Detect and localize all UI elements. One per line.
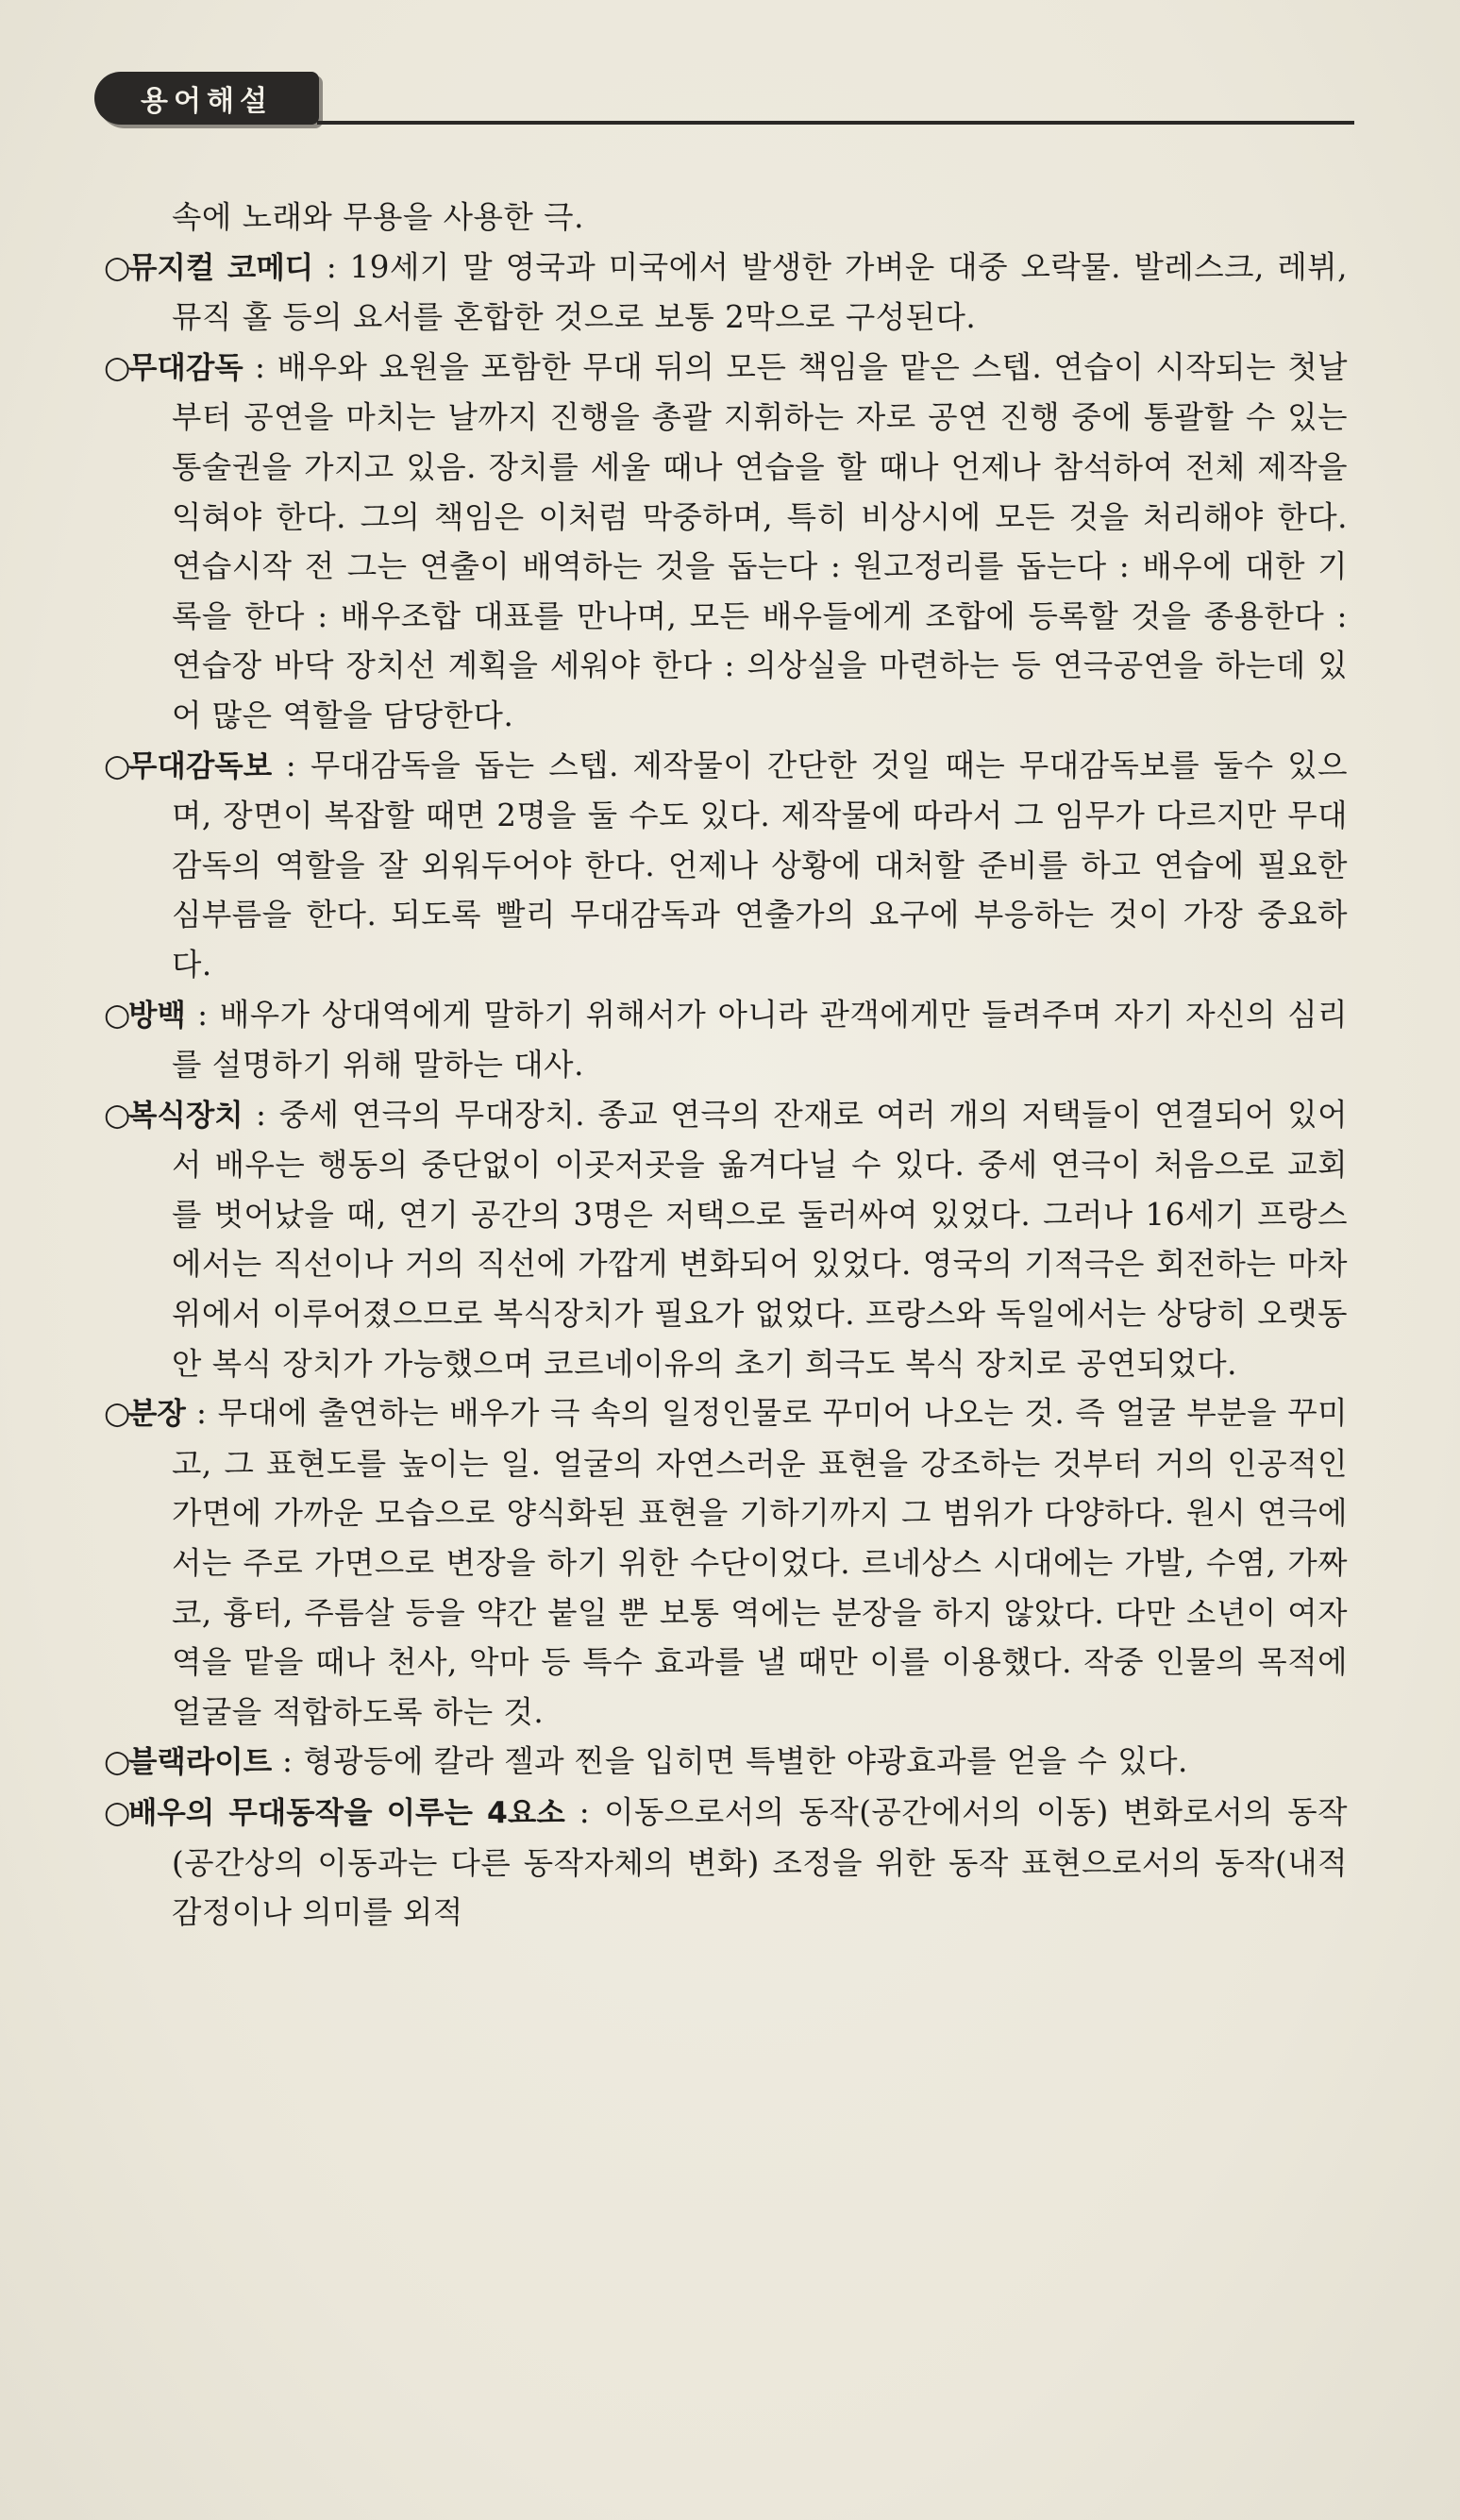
section-tab	[94, 72, 319, 125]
bullet-icon: ○	[104, 747, 131, 783]
bullet-icon: ○	[104, 248, 131, 285]
entry-term: 블랙라이트	[128, 1745, 273, 1780]
header-rule	[317, 121, 1354, 125]
entry-definition: : 중세 연극의 무대장치. 종교 연극의 잔재로 여러 개의 저택들이 연결되어 있어서 배우는 행동의 중단없이 이곳저곳을 옮겨다닐 수 있다. 중세 연극이 처음으로 교회를 벗어났을 때, 연기 공간의 3명은 저택으로 둘러싸여 있었다. 그러나 16세기 프랑스에서는 직선이나 거의 직선에 가깝게 변화되어 있었다. 영국의 기적극은 회전하는 마차 위에서 이루어졌으므로 복식장치가 필요가 없었다. 프랑스와 독일에서는 상당히 오랫동안 복식 장치가 가능했으며 코르네이유의 초기 희극도 복식 장치로 공연되었다.	[172, 1096, 1348, 1382]
entry-definition: : 무대에 출연하는 배우가 극 속의 일정인물로 꾸미어 나오는 것. 즉 얼굴 부분을 꾸미고, 그 표현도를 높이는 일. 얼굴의 자연스러운 표현을 강조하는 것부터 거의 인공적인 가면에 가까운 모습으로 양식화된 표현을 기하기까지 그 범위가 다양하다. 원시 연극에서는 주로 가면으로 변장을 하기 위한 수단이었다. 르네상스 시대에는 가발, 수염, 가짜코, 흉터, 주름살 등을 약간 붙일 뿐 보통 역에는 분장을 하지 않았다. 다만 소년이 여자역을 맡을 때나 천사, 악마 등 특수 효과를 낼 때만 이를 이용했다. 작중 인물의 목적에 얼굴을 적합하도록 하는 것.	[172, 1395, 1348, 1730]
continuation-text: 속에 노래와 무용을 사용한 극.	[172, 199, 584, 235]
glossary-entry	[104, 1788, 1348, 1938]
entry-term: 배우의 무대동작을 이루는 4요소	[128, 1796, 565, 1830]
glossary-entry	[104, 343, 1348, 741]
bullet-icon: ○	[104, 996, 131, 1033]
glossary-entry	[104, 1737, 1348, 1788]
entry-definition: : 형광등에 칼라 젤과 찐을 입히면 특별한 야광효과를 얻을 수 있다.	[272, 1743, 1188, 1780]
entry-definition: : 배우가 상대역에게 말하기 위해서가 아니라 관객에게만 들려주며 자기 자신의 심리를 설명하기 위해 말하는 대사.	[172, 996, 1348, 1084]
entry-definition: : 이동으로서의 동작(공간에서의 이동) 변화로서의 동작(공간상의 이동과는 다른 동작자체의 변화) 조정을 위한 동작 표현으로서의 동작(내적 감정이나 의미를 외적	[172, 1794, 1348, 1931]
glossary-entry	[104, 1388, 1348, 1737]
entry-definition: : 19세기 말 영국과 미국에서 발생한 가벼운 대중 오락물. 발레스크, 레뷔, 뮤직 홀 등의 요서를 혼합한 것으로 보통 2막으로 구성된다.	[172, 248, 1348, 336]
entry-term: 방백	[128, 998, 186, 1033]
bullet-icon: ○	[104, 1794, 131, 1830]
bullet-icon: ○	[104, 348, 131, 385]
bullet-icon: ○	[104, 1395, 131, 1432]
bullet-icon: ○	[104, 1096, 131, 1133]
glossary-entry	[104, 741, 1348, 990]
bullet-icon: ○	[104, 1743, 131, 1780]
entry-term: 무대감독	[128, 350, 243, 385]
entry-term: 무대감독보	[128, 748, 273, 783]
page-header	[94, 72, 1354, 128]
entry-definition: : 무대감독을 돕는 스텝. 제작물이 간단한 것일 때는 무대감독보를 둘수 있으며, 장면이 복잡할 때면 2명을 둘 수도 있다. 제작물에 따라서 그 임무가 다르지만 무대감독의 역할을 잘 외워두어야 한다. 언제나 상황에 대처할 준비를 하고 연습에 필요한 심부름을 한다. 되도록 빨리 무대감독과 연출가의 요구에 부응하는 것이 가장 중요하다.	[172, 747, 1348, 983]
glossary-entry	[104, 243, 1348, 343]
entry-definition: : 배우와 요원을 포함한 무대 뒤의 모든 책임을 맡은 스텝. 연습이 시작되는 첫날부터 공연을 마치는 날까지 진행을 총괄 지휘하는 자로 공연 진행 중에 통괄할 수 있는 통술권을 가지고 있음. 장치를 세울 때나 연습을 할 때나 언제나 참석하여 전체 제작을 익혀야 한다. 그의 책임은 이처럼 막중하며, 특히 비상시에 모든 것을 처리해야 한다. 연습시작 전 그는 연출이 배역하는 것을 돕는다 : 원고정리를 돕는다 : 배우에 대한 기록을 한다 : 배우조합 대표를 만나며, 모든 배우들에게 조합에 등록할 것을 종용한다 : 연습장 바닥 장치선 계획을 세워야 한다 : 의상실을 마련하는 등 연극공연을 하는데 있어 많은 역할을 담당한다.	[172, 348, 1348, 733]
glossary-entry	[104, 990, 1348, 1090]
section-tab-label: 용어해설	[141, 85, 273, 118]
glossary-entry	[104, 1090, 1348, 1389]
entry-term: 분장	[128, 1397, 186, 1432]
entry-term: 뮤지컬 코메디	[128, 250, 314, 285]
glossary-body	[104, 193, 1348, 1938]
entry-term: 복식장치	[128, 1098, 243, 1133]
